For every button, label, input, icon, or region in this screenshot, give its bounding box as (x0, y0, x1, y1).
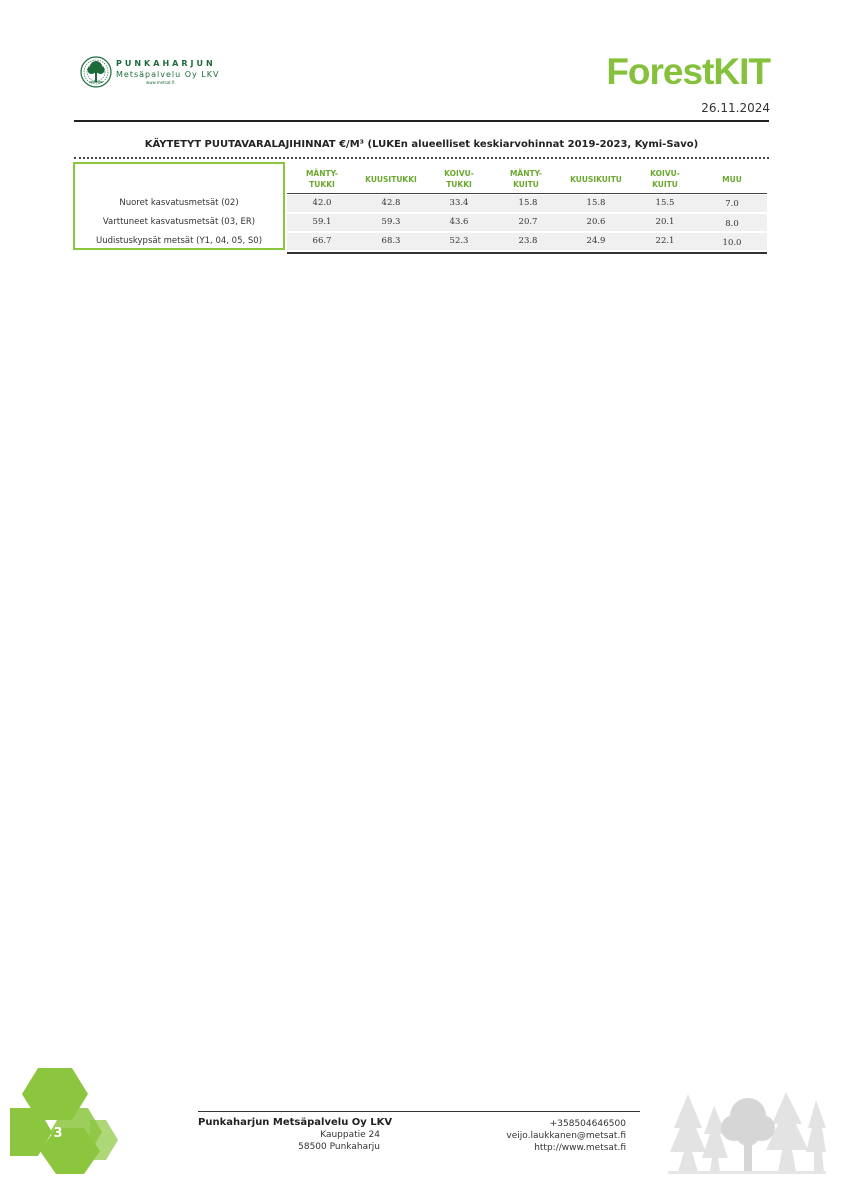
table-cell: 20.7 (518, 217, 538, 227)
table-cell: 22.1 (655, 236, 675, 246)
logo-subtitle: Metsäpalvelu Oy LKV (116, 70, 220, 79)
table-cell: 42.0 (312, 198, 332, 208)
table-cell: 59.3 (381, 217, 401, 227)
column-header: KOIVU- KUITU (650, 169, 680, 189)
row-label: Uudistuskypsät metsät (Y1, 04, 05, S0) (95, 236, 263, 246)
footer-street: Kauppatie 24 (320, 1130, 380, 1140)
table-cell: 8.0 (725, 219, 739, 229)
table-cell: 15.8 (586, 198, 606, 208)
table-cell: 24.9 (586, 236, 606, 246)
tree-globe-icon (80, 56, 112, 88)
row-label: Varttuneet kasvatusmetsät (03, ER) (102, 217, 256, 227)
table-title: KÄYTETYT PUUTAVARALAJIHINNAT €/M³ (LUKEn alueelliset keskiarvohinnat 2019-2023, Kymi-Savo) (144, 139, 699, 150)
table-bottom-rule (287, 252, 767, 254)
footer-email[interactable]: veijo.laukkanen@metsat.fi (506, 1131, 626, 1141)
footer-divider (198, 1111, 640, 1112)
logo-url: www.metsat.fi (146, 80, 175, 85)
column-header: MÄNTY- KUITU (509, 169, 543, 189)
table-cell: 20.1 (655, 217, 675, 227)
hexagon-decoration-icon (10, 1068, 122, 1174)
column-header: MÄNTY- TUKKI (305, 169, 339, 189)
table-cell: 10.0 (722, 238, 742, 248)
header-divider (74, 120, 769, 122)
column-header: KUUSIKUITU (570, 174, 622, 184)
footer-postal: 58500 Punkaharju (298, 1142, 380, 1152)
forest-illustration-icon (668, 1088, 826, 1174)
footer-phone: +358504646500 (549, 1119, 626, 1129)
row-label: Nuoret kasvatusmetsät (02) (119, 198, 239, 208)
table-cell: 23.8 (518, 236, 538, 246)
table-cell: 20.6 (586, 217, 606, 227)
title-divider (74, 157, 769, 159)
brand-wordmark: ForestKIT (606, 51, 770, 92)
table-cell: 42.8 (381, 198, 401, 208)
footer-company-name: Punkaharjun Metsäpalvelu Oy LKV (198, 1117, 393, 1128)
column-header: MUU (722, 174, 742, 184)
table-cell: 59.1 (312, 217, 332, 227)
page-number: 3 (53, 1126, 63, 1141)
table-cell: 15.8 (518, 198, 538, 208)
table-cell: 33.4 (449, 198, 469, 208)
table-cell: 66.7 (312, 236, 332, 246)
company-logo (80, 56, 230, 90)
table-cell: 52.3 (449, 236, 469, 246)
column-header: KUUSITUKKI (365, 174, 417, 184)
footer-website[interactable]: http://www.metsat.fi (534, 1143, 626, 1153)
table-cell: 68.3 (381, 236, 401, 246)
column-header: KOIVU- TUKKI (444, 169, 474, 189)
table-cell: 43.6 (449, 217, 469, 227)
table-cell: 15.5 (655, 198, 675, 208)
table-cell: 7.0 (725, 199, 739, 209)
document-date: 26.11.2024 (701, 101, 770, 115)
logo-name: PUNKAHARJUN (116, 59, 216, 68)
